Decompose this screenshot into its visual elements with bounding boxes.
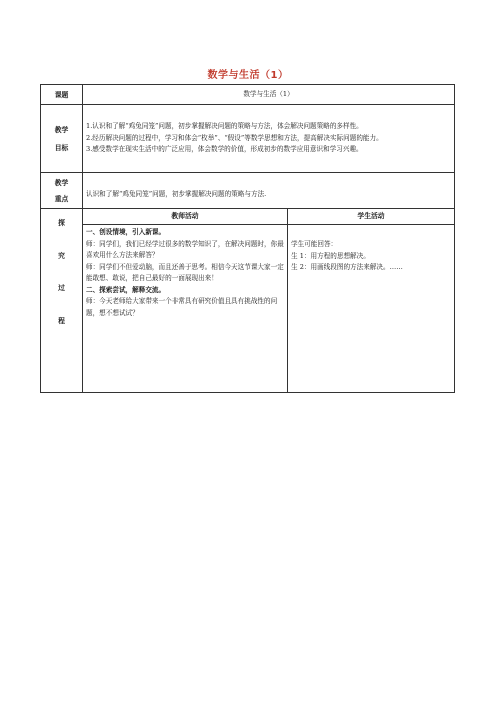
goals-label: 教学 目标 (41, 105, 83, 173)
activity-content-row (41, 225, 455, 393)
goals-row (41, 105, 455, 173)
lesson-plan-table (40, 84, 455, 393)
student-line: 生 1：用方程的思想解决。 (291, 251, 370, 260)
section-heading: 二、探索尝试，解释交流。 (86, 285, 166, 294)
teacher-activity-cell (83, 225, 288, 393)
student-activity-header: 学生活动 (288, 209, 455, 225)
key-point-row (41, 173, 455, 209)
teacher-paragraph: 师：同学们，我们已经学过很多的数学知识了，在解决问题时，你最喜欢用什么方法来解答？ (86, 239, 284, 259)
teacher-paragraph: 师：同学们不但爱动脑，而且还善于思考。相信今天这节课大家一定能敢想、敢说，把自己最好的一面展现出来！ (86, 262, 284, 282)
key-point-value: 认识和了解“鸡兔同笼”问题，初步掌握解决问题的策略与方法. (83, 173, 455, 209)
activity-header-row (41, 209, 455, 225)
teacher-activity-header: 教师活动 (83, 209, 288, 225)
topic-label: 课题 (41, 85, 83, 105)
goal-item: 3.感受数学在现实生活中的广泛应用，体会数学的价值，形成初步的数学应用意识和学习兴趣。 (86, 145, 363, 154)
goal-item: 2.经历解决问题的过程中，学习和体会“枚举”、“假设”等数学思想和方法，提高解决实际问题的能力。 (86, 133, 383, 142)
topic-value: 数学与生活（1） (83, 85, 455, 105)
goal-item: 1.认识和了解“鸡兔同笼”问题，初步掌握解决问题的策略与方法，体会解决问题策略的多样性。 (86, 122, 363, 131)
student-line: 学生可能回答： (291, 240, 338, 248)
teacher-paragraph: 师：今天老师给大家带来一个非常具有研究价值且具有挑战性的问题，想不想试试？ (86, 297, 278, 317)
section-heading: 一、创设情境，引入新课。 (86, 228, 166, 236)
topic-row (41, 85, 455, 105)
goals-list (83, 105, 455, 173)
key-point-label: 教学 重点 (41, 173, 83, 209)
document-title: 数学与生活（1） (207, 70, 289, 81)
student-activity-cell (288, 225, 455, 393)
process-label: 探 究 过 程 (41, 209, 83, 393)
student-line: 生 2：用画线段图的方法来解决。…… (291, 263, 403, 271)
